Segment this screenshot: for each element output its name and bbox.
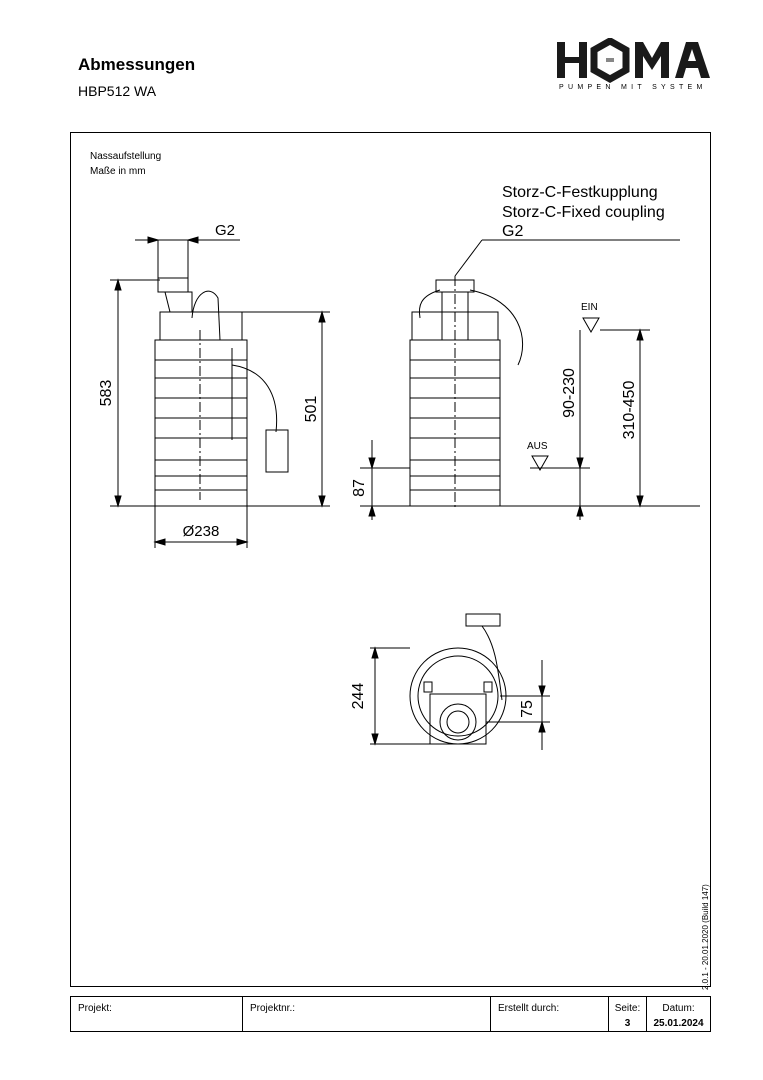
label-aus: AUS: [527, 441, 548, 452]
dim-244: 244: [350, 682, 367, 710]
seite-cell: [609, 997, 647, 1031]
logo-tagline: PUMPEN MIT SYSTEM: [559, 84, 707, 91]
version-stamp: 2.0.1 - 20.01.2020 (Build 147): [701, 884, 710, 990]
seite-value: 3: [624, 1018, 631, 1029]
projekt-label: Projekt:: [78, 1003, 112, 1014]
seite-label: Seite:: [614, 1003, 641, 1014]
technical-drawing: [70, 132, 711, 987]
dimension-lines-side: [110, 237, 330, 548]
units-note: Maße in mm: [90, 166, 146, 177]
title-block: [70, 996, 711, 1032]
dim-501: 501: [303, 395, 320, 423]
installation-note: Nassaufstellung: [90, 151, 162, 162]
label-ein: EIN: [581, 302, 598, 313]
erstellt-label: Erstellt durch:: [498, 1003, 560, 1014]
dim-g2: G2: [215, 222, 236, 239]
datum-value: 25.01.2024: [653, 1018, 704, 1029]
callout-coupling-en: Storz-C-Fixed coupling: [502, 204, 665, 221]
dim-310-450: 310-450: [621, 380, 638, 440]
dim-diameter-238: Ø238: [182, 523, 220, 540]
homa-logo: [555, 38, 715, 100]
product-model: HBP512 WA: [78, 83, 157, 99]
datum-cell: [647, 997, 710, 1031]
datum-label: Datum:: [662, 1003, 695, 1014]
callout-coupling-de: Storz-C-Festkupplung: [502, 184, 658, 201]
projekt-cell: [71, 997, 243, 1031]
erstellt-cell: [491, 997, 609, 1031]
pump-top-view: [370, 614, 550, 750]
callout-thread: G2: [502, 223, 524, 240]
projektnr-label: Projektnr.:: [250, 1003, 296, 1014]
page-title: Abmessungen: [78, 55, 196, 74]
dim-75: 75: [519, 700, 536, 718]
projektnr-cell: [243, 997, 491, 1031]
dim-87: 87: [351, 479, 368, 497]
dim-90-230: 90-230: [561, 368, 578, 418]
dim-583: 583: [98, 379, 115, 407]
